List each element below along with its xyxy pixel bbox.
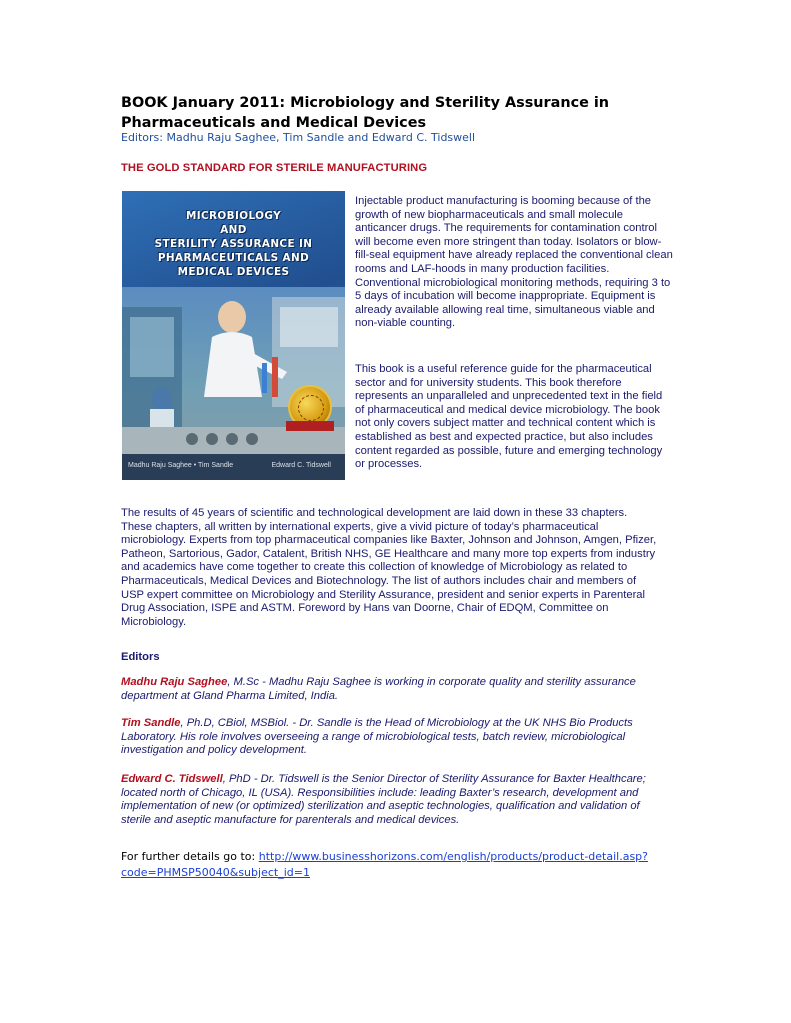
seal-ribbon: [286, 421, 334, 431]
editor-bio: [121, 773, 661, 827]
editor-description: , PhD - Dr. Tidswell is the Senior Director of Sterility Assurance for Baxter Healthcare; located north of Chicago, IL (USA). Responsibilities include: leading Baxter’s research, development and implementation of new (or optimized) sterilization and aseptic technologies, qualification and validation of sterile and aseptic manufacture for parenterals and medical devices.: [121, 773, 646, 826]
editor-name: Tim Sandle: [121, 717, 181, 729]
further-details-prefix: For further details go to:: [121, 850, 259, 863]
editor-name: Madhu Raju Saghee: [121, 676, 228, 688]
reference-paragraph: This book is a useful reference guide for the pharmaceutical sector and for university students. This book therefore represents an unparalleled and unprecedented text in the field of pharmaceutical and medical device microbiology. The book not only covers subject matter and technical content which is established as best and expected practice, but also includes content regarded as possible, future and emerging technology or processes.: [355, 363, 663, 471]
cover-author-strip: [122, 454, 345, 480]
product-detail-link[interactable]: http://www.businesshorizons.com/english/products/product-detail.asp?code=PHMSP50040&subject_id=1: [121, 850, 649, 879]
intro-paragraph: Injectable product manufacturing is booming because of the growth of new biopharmaceuticals and small molecule anticancer drugs. The requirements for contamination control will become even more stringent than today. Isolators or blow-fill-seal equipment have already replaced the conventional clean rooms and LAF-hoods in many production facilities. Conventional microbiological monitoring methods, requiring 3 to 5 days of incubation will become inappropriate. Equipment is already available allowing real time, simultaneous viable and non-viable counting.: [355, 195, 673, 330]
cover-title-line: STERILITY ASSURANCE IN: [154, 238, 313, 250]
cover-title-line: AND: [220, 224, 247, 236]
cover-authors-left: Madhu Raju Saghee • Tim Sandle: [128, 462, 234, 469]
editor-bio: [121, 676, 661, 703]
tagline: THE GOLD STANDARD FOR STERILE MANUFACTURING: [121, 162, 428, 174]
editor-description: , Ph.D, CBiol, MSBiol. - Dr. Sandle is the Head of Microbiology at the UK NHS Bio Products Laboratory. His role involves overseeing a range of microbiological tests, batch review, microbiological investigation and policy development.: [121, 717, 633, 757]
page-title: BOOK January 2011: Microbiology and Sterility Assurance in Pharmaceuticals and Medical Devices: [121, 95, 610, 131]
body-paragraph: The results of 45 years of scientific and technological development are laid down in these 33 chapters. These chapters, all written by international experts, give a vivid picture of today’s pharmaceutical microbiology. Experts from top pharmaceutical companies like Baxter, Johnson and Johnson, Amgen, Pfizer, Patheon, Sartorious, Gador, Catalent, British NHS, GE Healthcare and many more top experts from industry and academics have come together to create this collection of knowledge of Microbiology as related to Pharmaceuticals, Medical Devices and Biotechnology. The list of authors includes chair and members of USP expert committee on Microbiology and Sterility Assurance, president and senior experts in Parenteral Drug Association, ISPE and ASTM. Foreword by Hans van Doorne, Chair of EDQM, Committee on Microbiology.: [121, 507, 657, 628]
cover-title-line: MEDICAL DEVICES: [177, 266, 290, 278]
editors-line: Editors: Madhu Raju Saghee, Tim Sandle and Edward C. Tidswell: [121, 131, 476, 144]
further-details: [121, 849, 681, 881]
editors-heading: Editors: [121, 651, 160, 663]
editor-description: , M.Sc - Madhu Raju Saghee is working in corporate quality and sterility assurance department at Gland Pharma Limited, India.: [121, 676, 636, 702]
editor-name: Edward C. Tidswell: [121, 773, 223, 785]
cover-title: [130, 209, 337, 279]
cover-title-line: PHARMACEUTICALS AND: [157, 252, 310, 264]
book-cover-image: [122, 191, 345, 480]
cover-authors-right: Edward C. Tidswell: [271, 462, 331, 469]
cover-title-line: MICROBIOLOGY: [186, 210, 281, 222]
cover-lab-photo: [122, 287, 345, 480]
editor-bio: [121, 717, 661, 758]
